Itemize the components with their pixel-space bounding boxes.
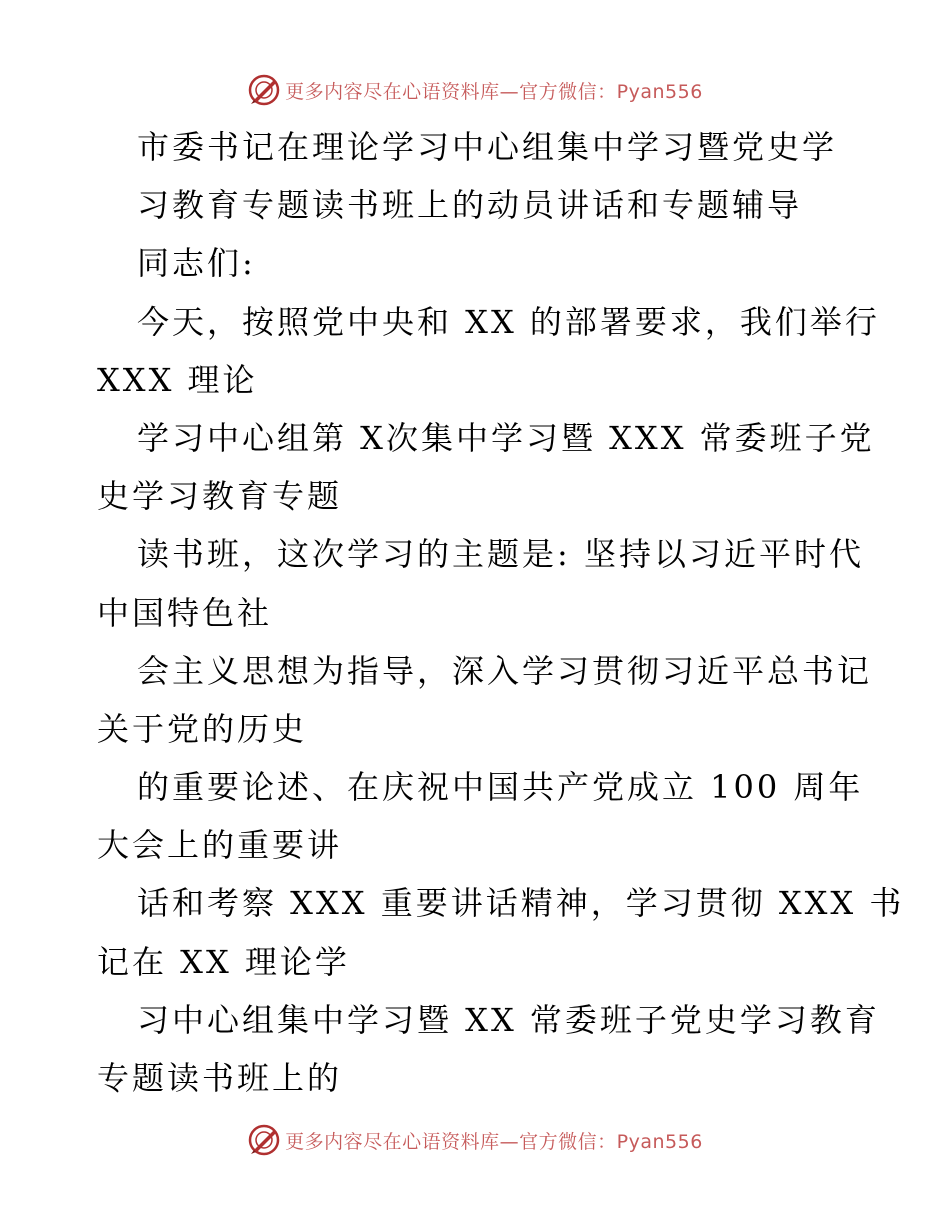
pen-logo-icon [247, 73, 281, 107]
text-line: 习教育专题读书班上的动员讲话和专题辅导 [137, 186, 803, 225]
pen-logo-icon [247, 1123, 281, 1157]
header-watermark [0, 70, 950, 110]
watermark-text: 更多内容尽在心语资料库—官方微信：Pyan556 [285, 80, 703, 103]
text-line: 同志们: [137, 244, 256, 283]
text-line: XXX 理论 [97, 360, 258, 399]
text-line: 专题读书班上的 [97, 1059, 343, 1097]
text-line: 读书班，这次学习的主题是: 坚持以习近平时代 [137, 535, 864, 574]
text-line: 会主义思想为指导，深入学习贯彻习近平总书记 [137, 651, 873, 690]
watermark-text: 更多内容尽在心语资料库—官方微信：Pyan556 [285, 1130, 703, 1153]
text-line: 史学习教育专题 [97, 477, 343, 516]
text-line: 中国特色社 [97, 593, 273, 632]
document-body [97, 118, 905, 1107]
text-line: 学习中心组第 X次集中学习暨 XXX 常委班子党 [137, 418, 875, 457]
text-line: 记在 XX 理论学 [97, 942, 350, 981]
text-line: 今天，按照党中央和 XX 的部署要求，我们举行 [137, 302, 880, 341]
text-line: 关于党的历史 [97, 709, 308, 748]
footer-watermark [0, 1120, 950, 1160]
text-line: 习中心组集中学习暨 XX 常委班子党史学习教育 [137, 1000, 880, 1039]
text-line: 的重要论述、在庆祝中国共产党成立 100 周年 [137, 768, 864, 807]
text-line: 市委书记在理论学习中心组集中学习暨党史学 [137, 128, 838, 166]
text-line: 大会上的重要讲 [97, 826, 343, 865]
text-line: 话和考察 XXX 重要讲话精神，学习贯彻 XXX 书 [137, 884, 905, 923]
